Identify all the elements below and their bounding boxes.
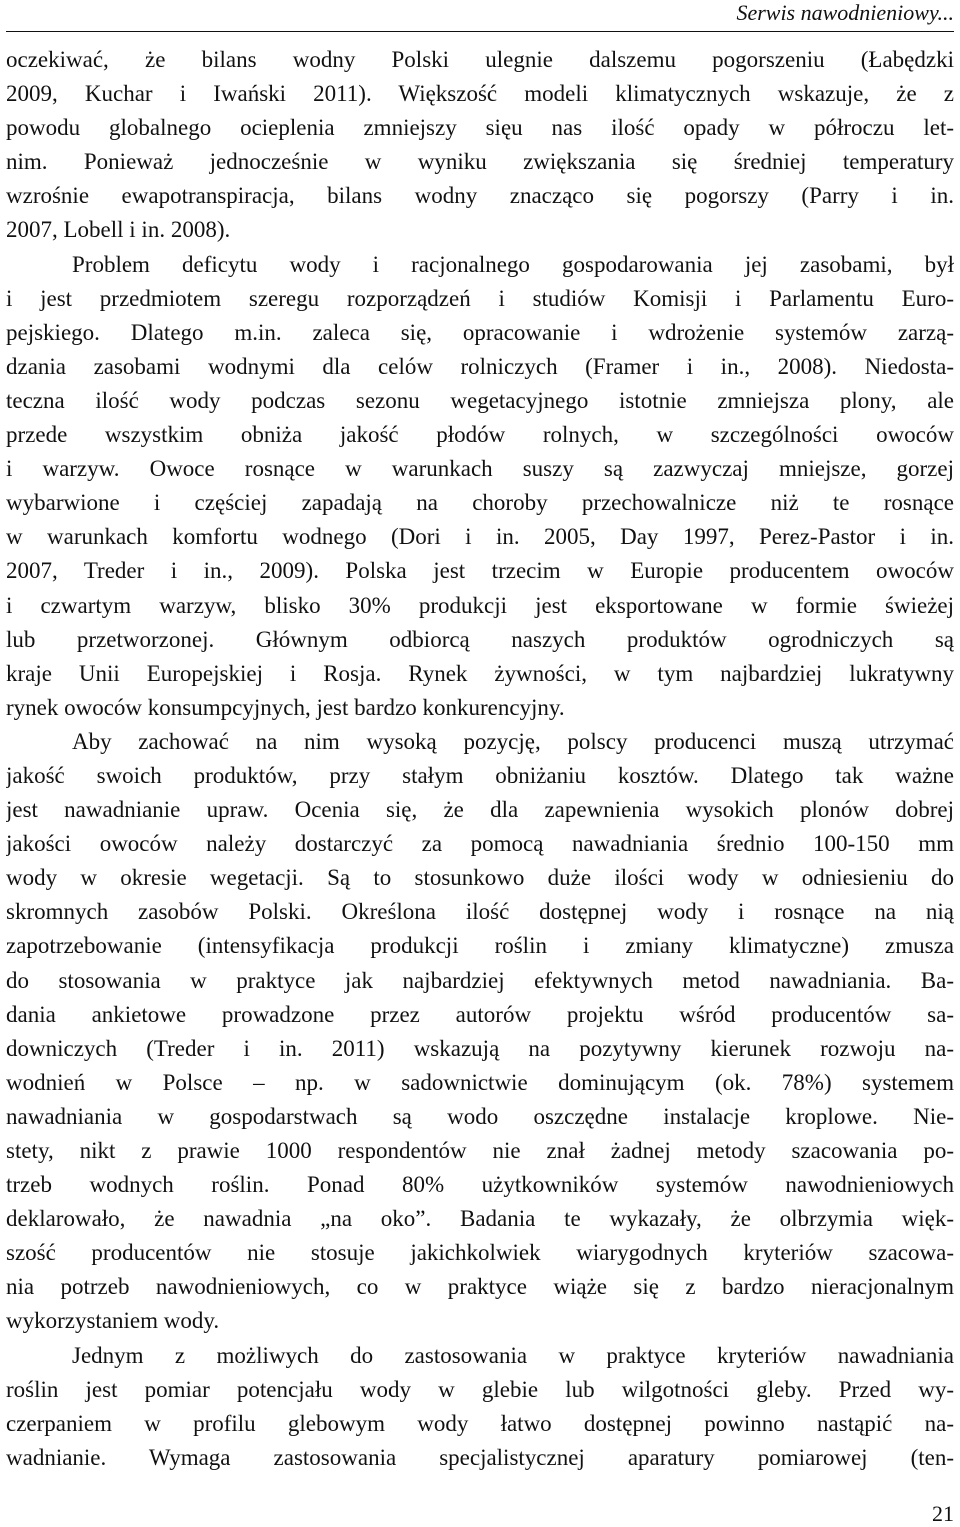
text-line: do stosowania w praktyce jak najbardziej efektywnych metod nawadniania. Ba-	[6, 967, 954, 993]
text-line: zapotrzebowanie (intensyfikacja produkcji roślin i zmiany klimatyczne) zmusza	[6, 933, 954, 959]
text-line: nawadniania w gospodarstwach są wodo oszczędne instalacje kroplowe. Nie-	[6, 1103, 954, 1129]
text-line: teczna ilość wody podczas sezonu wegetacyjnego istotnie zmniejsza plony, ale	[6, 387, 954, 413]
text-line: przede wszystkim obniża jakość płodów rolnych, w szczególności owoców	[6, 422, 954, 448]
text-line: lub przetworzonej. Głównym odbiorcą naszych produktów ogrodniczych są	[6, 626, 954, 652]
text-line: wodnień w Polsce – np. w sadownictwie dominującym (ok. 78%) systemem	[6, 1069, 954, 1095]
text-line: jest nawadnianie upraw. Ocenia się, że dla zapewnienia wysokich plonów dobrej	[6, 797, 954, 823]
body-text	[6, 43, 954, 1475]
text-line: w warunkach komfortu wodnego (Dori i in. 2005, Day 1997, Perez-Pastor i in.	[6, 524, 954, 550]
text-line: Jednym z możliwych do zastosowania w praktyce kryteriów nawadniania	[72, 1342, 954, 1368]
text-line: i czwartym warzyw, blisko 30% produkcji jest eksportowane w formie świeżej	[6, 592, 954, 618]
text-line: dania ankietowe prowadzone przez autorów projektu wśród producentów sa-	[6, 1001, 954, 1027]
text-line: Problem deficytu wody i racjonalnego gospodarowania jej zasobami, był	[72, 251, 954, 277]
text-line: jakość swoich produktów, przy stałym obniżaniu kosztów. Dlatego tak ważne	[6, 762, 954, 788]
page-number: 21	[932, 1501, 954, 1526]
text-line: 2009, Kuchar i Iwański 2011). Większość modeli klimatycznych wskazuje, że z	[6, 81, 954, 107]
text-line: stety, nikt z prawie 1000 respondentów nie znał żadnej metody szacowania po-	[6, 1138, 954, 1163]
text-line: czerpaniem w profilu glebowym wody łatwo dostępnej powinno nastąpić na-	[6, 1410, 954, 1436]
text-line: i warzyw. Owoce rosnące w warunkach suszy są zazwyczaj mniejsze, gorzej	[6, 456, 954, 482]
text-line: kraje Unii Europejskiej i Rosja. Rynek żywności, w tym najbardziej lukratywny	[6, 660, 954, 686]
text-line: wykorzystaniem wody.	[6, 1308, 220, 1334]
text-line: deklarowało, że nawadnia „na oko”. Badania te wykazały, że olbrzymia więk-	[6, 1206, 954, 1232]
running-header: Serwis nawodnieniowy...	[736, 0, 954, 25]
header-rule	[6, 31, 954, 32]
text-line: wody w okresie wegetacji. Są to stosunkowo duże ilości wody w odniesieniu do	[6, 865, 954, 891]
text-line: wybarwione i częściej zapadają na choroby przechowalnicze niż te rosnące	[6, 490, 954, 516]
text-line: pejskiego. Dlatego m.in. zaleca się, opracowanie i wdrożenie systemów zarzą-	[6, 319, 954, 345]
text-line: Aby zachować na nim wysoką pozycję, polscy producenci muszą utrzymać	[72, 728, 954, 754]
text-line: jakości owoców należy dostarczyć za pomocą nawadniania średnio 100-150 mm	[6, 831, 954, 857]
text-line: trzeb wodnych roślin. Ponad 80% użytkowników systemów nawodnieniowych	[6, 1172, 954, 1198]
text-line: oczekiwać, że bilans wodny Polski ulegnie dalszemu pogorszeniu (Łabędzki	[6, 47, 954, 72]
text-line: i jest przedmiotem szeregu rozporządzeń i studiów Komisji i Parlamentu Euro-	[6, 285, 954, 311]
text-line: wadnianie. Wymaga zastosowania specjalistycznej aparatury pomiarowej (ten-	[6, 1444, 954, 1470]
text-line: 2007, Treder i in., 2009). Polska jest trzecim w Europie producentem owoców	[6, 558, 954, 584]
text-line: nia potrzeb nawodnieniowych, co w praktyce wiąże się z bardzo nieracjonalnym	[6, 1274, 954, 1300]
text-line: nim. Ponieważ jednocześnie w wyniku zwiększania się średniej temperatury	[6, 149, 954, 175]
text-line: downiczych (Treder i in. 2011) wskazują na pozytywny kierunek rozwoju na-	[6, 1035, 954, 1061]
text-line: dzania zasobami wodnymi dla celów rolniczych (Framer i in., 2008). Niedosta-	[6, 353, 954, 379]
text-line: wzrośnie ewapotranspiracja, bilans wodny znacząco się pogorszy (Parry i in.	[6, 183, 954, 209]
text-line: roślin jest pomiar potencjału wody w glebie lub wilgotności gleby. Przed wy-	[6, 1376, 954, 1402]
text-line: 2007, Lobell i in. 2008).	[6, 217, 231, 243]
text-line: szość producentów nie stosuje jakichkolwiek wiarygodnych kryteriów szacowa-	[6, 1240, 954, 1266]
text-line: rynek owoców konsumpcyjnych, jest bardzo konkurencyjny.	[6, 694, 565, 720]
text-line: powodu globalnego ocieplenia zmniejszy sięu nas ilość opady w półroczu let-	[6, 115, 954, 141]
text-line: skromnych zasobów Polski. Określona ilość dostępnej wody i rosnące na nią	[6, 899, 954, 925]
